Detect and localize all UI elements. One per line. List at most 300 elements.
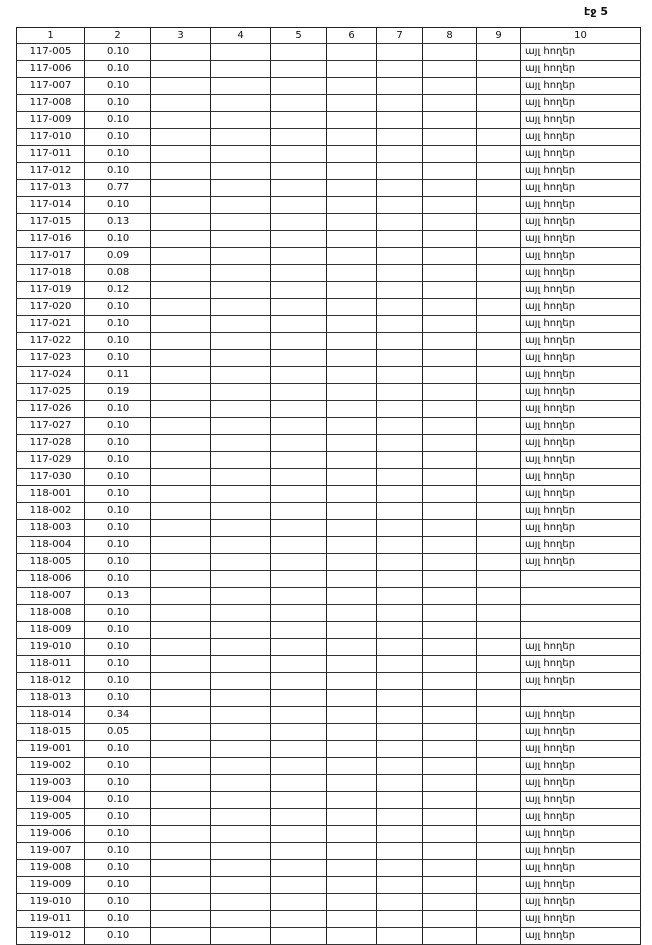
parcel-code-cell: 119-001 <box>17 741 85 758</box>
empty-cell <box>151 775 211 792</box>
area-value-cell: 0.13 <box>85 588 151 605</box>
empty-cell <box>271 588 327 605</box>
land-type-cell: այլ հողեր <box>521 231 641 248</box>
table-row <box>17 112 641 129</box>
empty-cell <box>151 843 211 860</box>
empty-cell <box>211 61 271 78</box>
empty-cell <box>477 197 521 214</box>
empty-cell <box>477 44 521 61</box>
empty-cell <box>271 860 327 877</box>
empty-cell <box>327 248 377 265</box>
empty-cell <box>271 758 327 775</box>
empty-cell <box>377 877 423 894</box>
parcel-code-cell: 117-025 <box>17 384 85 401</box>
land-type-cell: այլ հողեր <box>521 877 641 894</box>
empty-cell <box>271 622 327 639</box>
empty-cell <box>271 724 327 741</box>
empty-cell <box>211 214 271 231</box>
land-type-cell: այլ հողեր <box>521 61 641 78</box>
empty-cell <box>423 163 477 180</box>
empty-cell <box>211 928 271 945</box>
table-row <box>17 860 641 877</box>
empty-cell <box>211 316 271 333</box>
parcel-code-cell: 117-020 <box>17 299 85 316</box>
land-type-cell: այլ հողեր <box>521 350 641 367</box>
table-row <box>17 146 641 163</box>
area-value-cell: 0.10 <box>85 775 151 792</box>
column-header: 7 <box>377 28 423 44</box>
empty-cell <box>211 792 271 809</box>
empty-cell <box>377 741 423 758</box>
empty-cell <box>377 588 423 605</box>
empty-cell <box>211 588 271 605</box>
empty-cell <box>477 928 521 945</box>
table-row <box>17 809 641 826</box>
parcel-code-cell: 119-008 <box>17 860 85 877</box>
land-type-cell: այլ հողեր <box>521 78 641 95</box>
empty-cell <box>423 928 477 945</box>
empty-cell <box>477 486 521 503</box>
parcel-code-cell: 118-001 <box>17 486 85 503</box>
empty-cell <box>423 843 477 860</box>
empty-cell <box>151 282 211 299</box>
empty-cell <box>477 469 521 486</box>
area-value-cell: 0.05 <box>85 724 151 741</box>
empty-cell <box>271 163 327 180</box>
empty-cell <box>151 44 211 61</box>
land-type-cell: այլ հողեր <box>521 163 641 180</box>
land-type-cell: այլ հողեր <box>521 469 641 486</box>
empty-cell <box>477 384 521 401</box>
land-type-cell <box>521 588 641 605</box>
empty-cell <box>377 843 423 860</box>
area-value-cell: 0.10 <box>85 469 151 486</box>
parcel-code-cell: 118-007 <box>17 588 85 605</box>
empty-cell <box>271 605 327 622</box>
empty-cell <box>477 112 521 129</box>
parcel-code-cell: 117-006 <box>17 61 85 78</box>
empty-cell <box>211 775 271 792</box>
empty-cell <box>477 503 521 520</box>
empty-cell <box>477 690 521 707</box>
empty-cell <box>271 877 327 894</box>
area-value-cell: 0.10 <box>85 163 151 180</box>
empty-cell <box>211 520 271 537</box>
empty-cell <box>271 928 327 945</box>
parcel-code-cell: 119-010 <box>17 894 85 911</box>
empty-cell <box>377 401 423 418</box>
area-value-cell: 0.10 <box>85 809 151 826</box>
table-row <box>17 435 641 452</box>
empty-cell <box>423 452 477 469</box>
empty-cell <box>211 537 271 554</box>
land-parcels-table <box>16 27 641 945</box>
empty-cell <box>327 197 377 214</box>
parcel-code-cell: 119-012 <box>17 928 85 945</box>
empty-cell <box>327 146 377 163</box>
page-number-label: էջ 5 <box>584 5 608 18</box>
empty-cell <box>327 673 377 690</box>
empty-cell <box>423 78 477 95</box>
parcel-code-cell: 117-026 <box>17 401 85 418</box>
empty-cell <box>271 843 327 860</box>
empty-cell <box>377 350 423 367</box>
land-type-cell: այլ հողեր <box>521 843 641 860</box>
empty-cell <box>377 452 423 469</box>
empty-cell <box>477 571 521 588</box>
table-row <box>17 503 641 520</box>
area-value-cell: 0.10 <box>85 758 151 775</box>
area-value-cell: 0.77 <box>85 180 151 197</box>
empty-cell <box>377 367 423 384</box>
empty-cell <box>423 265 477 282</box>
empty-cell <box>327 588 377 605</box>
land-type-cell: այլ հողեր <box>521 724 641 741</box>
empty-cell <box>327 741 377 758</box>
empty-cell <box>423 435 477 452</box>
empty-cell <box>477 95 521 112</box>
empty-cell <box>423 197 477 214</box>
empty-cell <box>423 571 477 588</box>
empty-cell <box>423 775 477 792</box>
empty-cell <box>477 146 521 163</box>
empty-cell <box>151 248 211 265</box>
empty-cell <box>377 622 423 639</box>
land-type-cell: այլ հողեր <box>521 707 641 724</box>
empty-cell <box>271 690 327 707</box>
empty-cell <box>377 928 423 945</box>
empty-cell <box>423 61 477 78</box>
land-type-cell: այլ հողեր <box>521 95 641 112</box>
table-row <box>17 401 641 418</box>
land-type-cell: այլ հողեր <box>521 537 641 554</box>
land-type-cell: այլ հողեր <box>521 418 641 435</box>
empty-cell <box>477 163 521 180</box>
empty-cell <box>211 384 271 401</box>
empty-cell <box>327 537 377 554</box>
empty-cell <box>211 299 271 316</box>
empty-cell <box>327 656 377 673</box>
empty-cell <box>211 503 271 520</box>
area-value-cell: 0.10 <box>85 316 151 333</box>
empty-cell <box>211 452 271 469</box>
empty-cell <box>377 78 423 95</box>
empty-cell <box>477 877 521 894</box>
empty-cell <box>327 911 377 928</box>
empty-cell <box>477 792 521 809</box>
empty-cell <box>151 299 211 316</box>
empty-cell <box>271 265 327 282</box>
parcel-code-cell: 117-010 <box>17 129 85 146</box>
land-type-cell: այլ հողեր <box>521 741 641 758</box>
empty-cell <box>271 707 327 724</box>
column-header: 4 <box>211 28 271 44</box>
empty-cell <box>477 843 521 860</box>
empty-cell <box>271 384 327 401</box>
empty-cell <box>423 826 477 843</box>
empty-cell <box>327 724 377 741</box>
empty-cell <box>327 486 377 503</box>
empty-cell <box>327 282 377 299</box>
empty-cell <box>423 316 477 333</box>
empty-cell <box>327 503 377 520</box>
table-row <box>17 690 641 707</box>
area-value-cell: 0.10 <box>85 656 151 673</box>
land-type-cell: այլ հողեր <box>521 146 641 163</box>
empty-cell <box>477 724 521 741</box>
empty-cell <box>151 639 211 656</box>
empty-cell <box>423 469 477 486</box>
empty-cell <box>211 486 271 503</box>
empty-cell <box>211 809 271 826</box>
empty-cell <box>327 78 377 95</box>
parcel-code-cell: 117-014 <box>17 197 85 214</box>
empty-cell <box>151 95 211 112</box>
empty-cell <box>377 146 423 163</box>
parcel-code-cell: 118-011 <box>17 656 85 673</box>
empty-cell <box>271 469 327 486</box>
empty-cell <box>271 911 327 928</box>
parcel-code-cell: 118-012 <box>17 673 85 690</box>
empty-cell <box>211 231 271 248</box>
empty-cell <box>151 707 211 724</box>
empty-cell <box>477 639 521 656</box>
area-value-cell: 0.13 <box>85 214 151 231</box>
empty-cell <box>211 367 271 384</box>
empty-cell <box>327 316 377 333</box>
empty-cell <box>423 588 477 605</box>
empty-cell <box>477 78 521 95</box>
empty-cell <box>151 469 211 486</box>
empty-cell <box>327 860 377 877</box>
table-row <box>17 418 641 435</box>
parcel-code-cell: 117-027 <box>17 418 85 435</box>
table-row <box>17 622 641 639</box>
empty-cell <box>151 129 211 146</box>
area-value-cell: 0.10 <box>85 605 151 622</box>
empty-cell <box>327 214 377 231</box>
empty-cell <box>211 418 271 435</box>
table-row <box>17 316 641 333</box>
parcel-code-cell: 119-002 <box>17 758 85 775</box>
table-row <box>17 571 641 588</box>
empty-cell <box>271 214 327 231</box>
parcel-code-cell: 117-018 <box>17 265 85 282</box>
area-value-cell: 0.10 <box>85 299 151 316</box>
area-value-cell: 0.10 <box>85 418 151 435</box>
area-value-cell: 0.19 <box>85 384 151 401</box>
land-type-cell: այլ հողեր <box>521 316 641 333</box>
table-row <box>17 707 641 724</box>
empty-cell <box>211 248 271 265</box>
land-type-cell: այլ հողեր <box>521 214 641 231</box>
parcel-code-cell: 118-003 <box>17 520 85 537</box>
empty-cell <box>327 367 377 384</box>
area-value-cell: 0.10 <box>85 843 151 860</box>
empty-cell <box>211 690 271 707</box>
parcel-code-cell: 117-012 <box>17 163 85 180</box>
empty-cell <box>151 435 211 452</box>
empty-cell <box>151 486 211 503</box>
empty-cell <box>423 367 477 384</box>
empty-cell <box>477 775 521 792</box>
land-type-cell: այլ հողեր <box>521 435 641 452</box>
land-type-cell: այլ հողեր <box>521 656 641 673</box>
empty-cell <box>423 299 477 316</box>
empty-cell <box>377 180 423 197</box>
area-value-cell: 0.10 <box>85 78 151 95</box>
parcel-code-cell: 117-017 <box>17 248 85 265</box>
empty-cell <box>211 78 271 95</box>
table-row <box>17 605 641 622</box>
land-type-cell: այլ հողեր <box>521 452 641 469</box>
empty-cell <box>477 588 521 605</box>
empty-cell <box>271 452 327 469</box>
empty-cell <box>423 707 477 724</box>
empty-cell <box>377 61 423 78</box>
area-value-cell: 0.10 <box>85 61 151 78</box>
area-value-cell: 0.10 <box>85 486 151 503</box>
empty-cell <box>377 605 423 622</box>
empty-cell <box>151 452 211 469</box>
empty-cell <box>327 826 377 843</box>
empty-cell <box>327 520 377 537</box>
area-value-cell: 0.10 <box>85 894 151 911</box>
empty-cell <box>377 316 423 333</box>
parcel-code-cell: 119-009 <box>17 877 85 894</box>
empty-cell <box>271 792 327 809</box>
empty-cell <box>151 367 211 384</box>
area-value-cell: 0.10 <box>85 537 151 554</box>
empty-cell <box>377 112 423 129</box>
table-row <box>17 537 641 554</box>
empty-cell <box>211 333 271 350</box>
empty-cell <box>477 894 521 911</box>
empty-cell <box>423 656 477 673</box>
empty-cell <box>271 112 327 129</box>
land-type-cell: այլ հողեր <box>521 894 641 911</box>
empty-cell <box>327 350 377 367</box>
area-value-cell: 0.10 <box>85 44 151 61</box>
empty-cell <box>377 197 423 214</box>
parcel-code-cell: 118-006 <box>17 571 85 588</box>
empty-cell <box>211 860 271 877</box>
column-header: 8 <box>423 28 477 44</box>
empty-cell <box>211 622 271 639</box>
empty-cell <box>151 231 211 248</box>
empty-cell <box>211 758 271 775</box>
empty-cell <box>423 537 477 554</box>
table-row <box>17 95 641 112</box>
empty-cell <box>327 792 377 809</box>
land-type-cell: այլ հողեր <box>521 792 641 809</box>
table-row <box>17 639 641 656</box>
parcel-code-cell: 117-016 <box>17 231 85 248</box>
empty-cell <box>423 520 477 537</box>
parcel-code-cell: 118-015 <box>17 724 85 741</box>
empty-cell <box>423 180 477 197</box>
empty-cell <box>423 214 477 231</box>
land-type-cell <box>521 690 641 707</box>
empty-cell <box>211 129 271 146</box>
parcel-code-cell: 118-013 <box>17 690 85 707</box>
empty-cell <box>151 316 211 333</box>
table-row <box>17 61 641 78</box>
empty-cell <box>423 282 477 299</box>
empty-cell <box>327 894 377 911</box>
area-value-cell: 0.10 <box>85 129 151 146</box>
area-value-cell: 0.10 <box>85 690 151 707</box>
column-header: 10 <box>521 28 641 44</box>
table-row <box>17 78 641 95</box>
area-value-cell: 0.10 <box>85 231 151 248</box>
empty-cell <box>377 571 423 588</box>
empty-cell <box>477 826 521 843</box>
empty-cell <box>271 639 327 656</box>
empty-cell <box>151 894 211 911</box>
empty-cell <box>271 656 327 673</box>
empty-cell <box>151 537 211 554</box>
empty-cell <box>151 673 211 690</box>
empty-cell <box>423 350 477 367</box>
empty-cell <box>151 724 211 741</box>
area-value-cell: 0.10 <box>85 112 151 129</box>
table-row <box>17 843 641 860</box>
empty-cell <box>151 350 211 367</box>
empty-cell <box>477 299 521 316</box>
empty-cell <box>211 197 271 214</box>
empty-cell <box>151 605 211 622</box>
empty-cell <box>327 877 377 894</box>
table-row <box>17 588 641 605</box>
column-header: 3 <box>151 28 211 44</box>
table-row <box>17 163 641 180</box>
table-row <box>17 554 641 571</box>
parcel-code-cell: 119-005 <box>17 809 85 826</box>
table-row <box>17 197 641 214</box>
empty-cell <box>377 384 423 401</box>
area-value-cell: 0.10 <box>85 571 151 588</box>
empty-cell <box>377 418 423 435</box>
empty-cell <box>377 129 423 146</box>
empty-cell <box>377 486 423 503</box>
empty-cell <box>327 61 377 78</box>
empty-cell <box>271 282 327 299</box>
empty-cell <box>423 690 477 707</box>
parcel-code-cell: 118-005 <box>17 554 85 571</box>
empty-cell <box>271 44 327 61</box>
land-type-cell: այլ հողեր <box>521 673 641 690</box>
empty-cell <box>377 435 423 452</box>
land-type-cell: այլ հողեր <box>521 503 641 520</box>
empty-cell <box>477 860 521 877</box>
empty-cell <box>151 741 211 758</box>
empty-cell <box>423 673 477 690</box>
empty-cell <box>327 809 377 826</box>
area-value-cell: 0.10 <box>85 741 151 758</box>
column-header: 1 <box>17 28 85 44</box>
area-value-cell: 0.10 <box>85 146 151 163</box>
land-type-cell: այլ հողեր <box>521 486 641 503</box>
empty-cell <box>423 860 477 877</box>
empty-cell <box>211 95 271 112</box>
empty-cell <box>423 605 477 622</box>
empty-cell <box>377 860 423 877</box>
empty-cell <box>377 282 423 299</box>
table-row <box>17 520 641 537</box>
land-type-cell: այլ հողեր <box>521 639 641 656</box>
empty-cell <box>377 231 423 248</box>
